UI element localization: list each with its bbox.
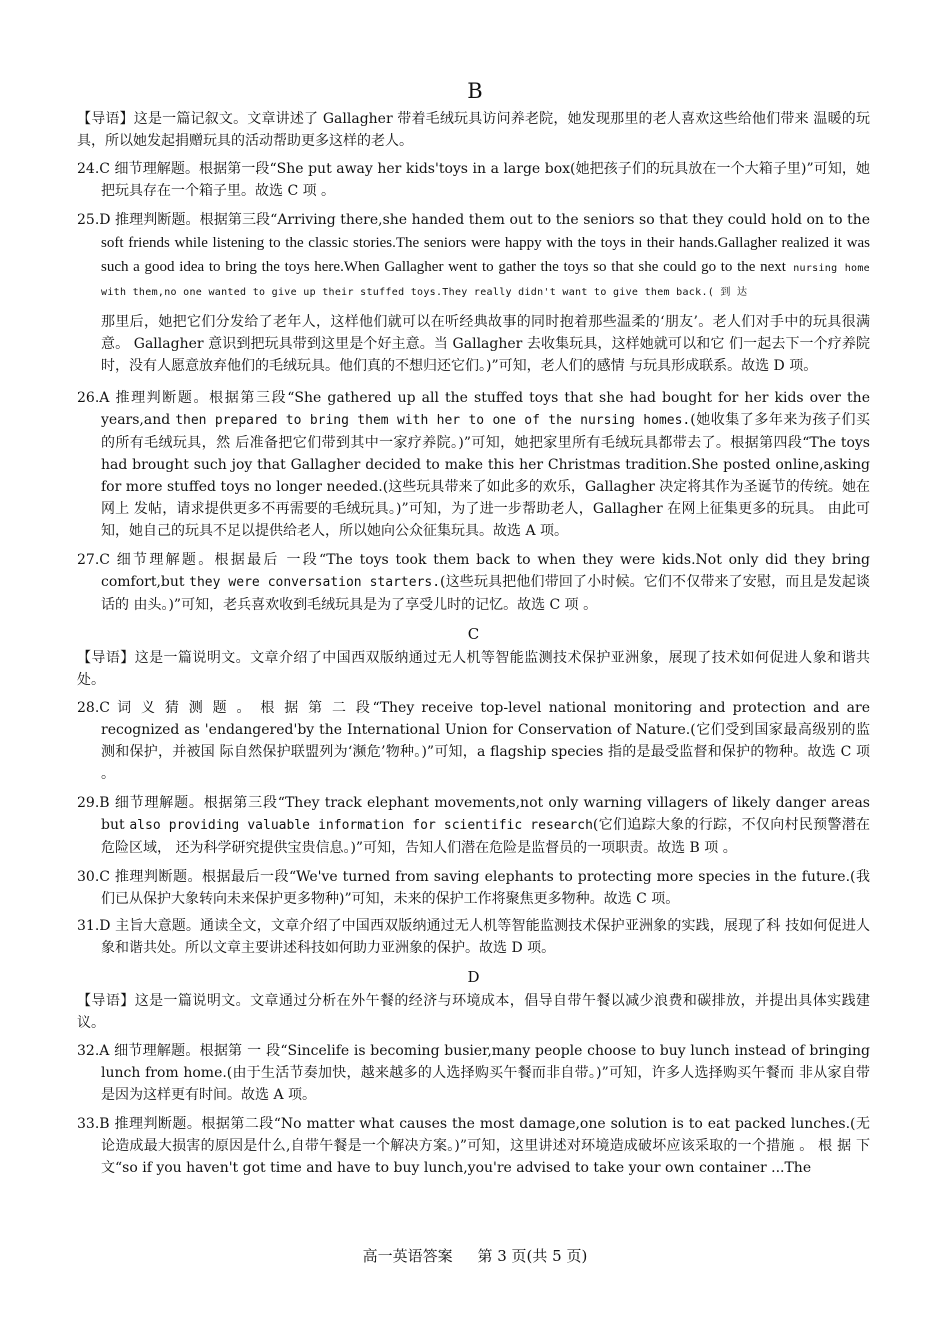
answer-26-head: 26.A 推理判断题。根据第三段“She gathered up all the stuffed toys that she had bought for her kids over the years,and — [77, 390, 870, 428]
section-title-c: C — [467, 625, 480, 643]
footer-page-number: 第 3 页(共 5 页) — [477, 1247, 588, 1265]
answer-26-body: (她收集了多年来为孩子们买的所有毛绒玩具，然 后准备把它们带到其中一家疗养院。)”可知，她把家里所有毛绒玩具都带去了。根据第四段“The toys had brought such joy that Gallagher decided to make this her Christmas tradition.She posted online,asking for more stuffed toys no longer needed.(这些玩具带来了如此多的欢乐，Gallagher 决定将其作为圣诞节的传统。她在网上 发帖，请求提供更多不再需要的毛绒玩具。)”可知，为了进一步帮助老人，Gallagher 在网上征集更多的玩具。 由此可知，她自己的玩具不足以提供给老人，所以她向公众征集玩具。故选 A 项。 — [101, 412, 871, 539]
answer-28: 28.C 词 义 猜 测 题 。 根 据 第 二 段“They receive top-level national monitoring and protection and are recognized as 'endangered'by the International Union for Conservation of Nature.(它们受到国家最高级别的监测和保护，并被国 际自然保护联盟列为‘濒危’物种。)”可知，a flagship species 指的是最受监督和保护的物种。故选 C 项 。 — [77, 700, 870, 782]
answer-25-translation: 那里后，她把它们分发给了老年人，这样他们就可以在听经典故事的同时抱着那些温柔的‘朋友’。老人们对手中的玩具很满意。 Gallagher 意识到把玩具带到这里是个好主意。当 Gallagher 去收集玩具，这样她就可以和它 们一起去下一个疗养院时，没有人愿意放弃他们的毛绒玩具。他们真的不想归还它们。)”可知，老人们的感情 与玩具形成联系。故选 D 项。 — [101, 314, 870, 374]
answer-26 — [77, 387, 870, 542]
answer-27-quote-mono: they were conversation starters. — [189, 575, 441, 590]
answer-29 — [77, 792, 870, 859]
answer-25-quote: soft friends while listening to the classic stories.The seniors were happy with the toys in their hands.Gallagher realized it was such a good idea to bring the toys here.When Gallagher went to gather the toys so that she could go to the next — [101, 235, 870, 275]
guide-d: 【导语】这是一篇说明文。文章通过分析在外午餐的经济与环境成本，倡导自带午餐以减少浪费和碳排放，并提出具体实践建议。 — [77, 993, 870, 1031]
page-footer — [0, 1245, 950, 1267]
answer-27-body: (这些玩具把他们带回了小时候。它们不仅带来了安慰，而且是发起谈话的 由头。)”可知，老兵喜欢收到毛绒玩具是为了享受儿时的记忆。故选 C 项 。 — [101, 574, 871, 613]
answer-27 — [77, 549, 870, 616]
answer-29-body: (它们追踪大象的行踪，不仅向村民预警潜在危险区域， 还为科学研究提供宝贵信息。)”可知，告知人们潜在危险是监督员的一项职责。故选 B 项 。 — [101, 817, 871, 856]
answer-26-quote-mono: then prepared to bring them with her to one of the nursing homes. — [175, 413, 691, 428]
guide-c: 【导语】这是一篇说明文。文章介绍了中国西双版纳通过无人机等智能监测技术保护亚洲象，展现了技术如何促进人象和谐共处。 — [77, 650, 870, 688]
answer-25-quote-small: nursing home with them,no one wanted to give up their stuffed toys.They really didn't want to give them back.( 到 达 — [101, 263, 870, 298]
answer-content — [77, 108, 870, 1186]
footer-subject: 高一英语答案 — [362, 1247, 453, 1265]
section-title-b: B — [467, 79, 483, 103]
answer-29-quote-mono: also providing valuable information for scientific research — [129, 818, 593, 833]
answer-31: 31.D 主旨大意题。通读全文，文章介绍了中国西双版纳通过无人机等智能监测技术保护亚洲象的实践，展现了科 技如何促进人象和谐共处。所以文章主要讲述科技如何助力亚洲象的保护。故选 D 项。 — [77, 918, 870, 956]
answer-25-head: 25.D 推理判断题。根据第三段“Arriving there,she handed them out to the seniors so that they could hold on to the — [77, 212, 870, 228]
guide-b: 【导语】这是一篇记叙文。文章讲述了 Gallagher 带着毛绒玩具访问养老院，她发现那里的老人喜欢这些给他们带来 温暖的玩具，所以她发起捐赠玩具的活动帮助更多这样的老人。 — [77, 111, 870, 149]
answer-30: 30.C 推理判断题。根据最后一段“We've turned from saving elephants to protecting more species in the future.(我们已从保护大象转向未来保护更多物种)”可知，未来的保护工作将聚焦更多物种。故选 C 项。 — [77, 869, 870, 907]
answer-27-head: 27.C 细节理解题。根据最后 一段“The toys took them back to when they were kids.Not only did they bring comfort,but — [77, 552, 870, 590]
answer-33: 33.B 推理判断题。根据第二段“No matter what causes the most damage,one solution is to eat packed lunches.(无论造成最大损害的原因是什么,自带午餐是一个解决方案。)”可知，这里讲述对环境造成破坏应该采取的一个措施 。 根 据 下 文“so if you haven't got time and have to buy lunch,you're advised to take your own container ...The — [77, 1116, 870, 1176]
answer-24: 24.C 细节理解题。根据第一段“She put away her kids'toys in a large box(她把孩子们的玩具放在一个大箱子里)”可知，她把玩具存在一个箱子里。故选 C 项 。 — [77, 161, 870, 199]
answer-25 — [77, 209, 870, 304]
answer-29-head: 29.B 细节理解题。根据第三段“They track elephant movements,not only warning villagers of likely danger areas but — [77, 795, 870, 833]
section-title-d: D — [467, 968, 480, 986]
answer-32: 32.A 细节理解题。根据第 一 段“Sincelife is becoming busier,many people choose to buy lunch instead of bringing lunch from home.(由于生活节奏加快，越来越多的人选择购买午餐而非自带。)”可知，许多人选择购买午餐而 非从家自带是因为这样更有时间。故选 A 项。 — [77, 1043, 870, 1103]
